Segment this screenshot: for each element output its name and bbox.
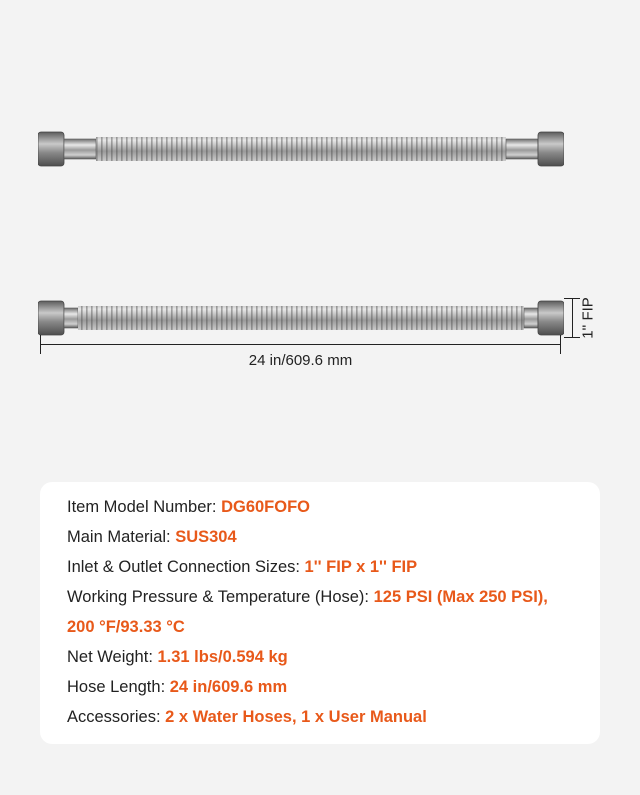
spec-value: 24 in/609.6 mm bbox=[169, 678, 288, 696]
dimension-line bbox=[40, 344, 561, 345]
spec-label: Working Pressure & Temperature (Hose): bbox=[67, 588, 374, 606]
spec-connection-sizes bbox=[67, 556, 417, 578]
spec-value: SUS304 bbox=[175, 528, 237, 546]
length-dimension bbox=[40, 333, 561, 373]
fitting-size-dimension bbox=[560, 298, 604, 338]
spec-value: 1.31 lbs/0.594 kg bbox=[157, 648, 288, 666]
specifications-card bbox=[40, 482, 600, 744]
spec-working-pressure bbox=[67, 586, 548, 608]
spec-value: DG60FOFO bbox=[221, 498, 310, 516]
spec-label: Hose Length: bbox=[67, 678, 170, 696]
dimension-line-vertical bbox=[572, 298, 573, 338]
spec-accessories bbox=[67, 706, 427, 728]
spec-label: Net Weight: bbox=[67, 648, 158, 666]
spec-value: 200 °F/93.33 °C bbox=[67, 618, 185, 636]
spec-label: Main Material: bbox=[67, 528, 176, 546]
water-hose-image-1 bbox=[38, 127, 564, 171]
spec-material bbox=[67, 526, 237, 548]
spec-working-temperature bbox=[67, 616, 185, 638]
spec-value: 2 x Water Hoses, 1 x User Manual bbox=[165, 708, 427, 726]
spec-net-weight bbox=[67, 646, 288, 668]
hose-illustration bbox=[38, 127, 564, 171]
spec-value: 1'' FIP x 1'' FIP bbox=[304, 558, 418, 576]
spec-hose-length bbox=[67, 676, 287, 698]
fitting-size-label: 1'' FIP bbox=[579, 297, 597, 339]
spec-label: Accessories: bbox=[67, 708, 166, 726]
spec-label: Item Model Number: bbox=[67, 498, 222, 516]
dimension-cap-bottom bbox=[564, 337, 580, 338]
length-label: 24 in/609.6 mm bbox=[248, 352, 353, 369]
spec-model-number bbox=[67, 496, 310, 518]
spec-label: Inlet & Outlet Connection Sizes: bbox=[67, 558, 305, 576]
spec-value: 125 PSI (Max 250 PSI), bbox=[373, 588, 548, 606]
